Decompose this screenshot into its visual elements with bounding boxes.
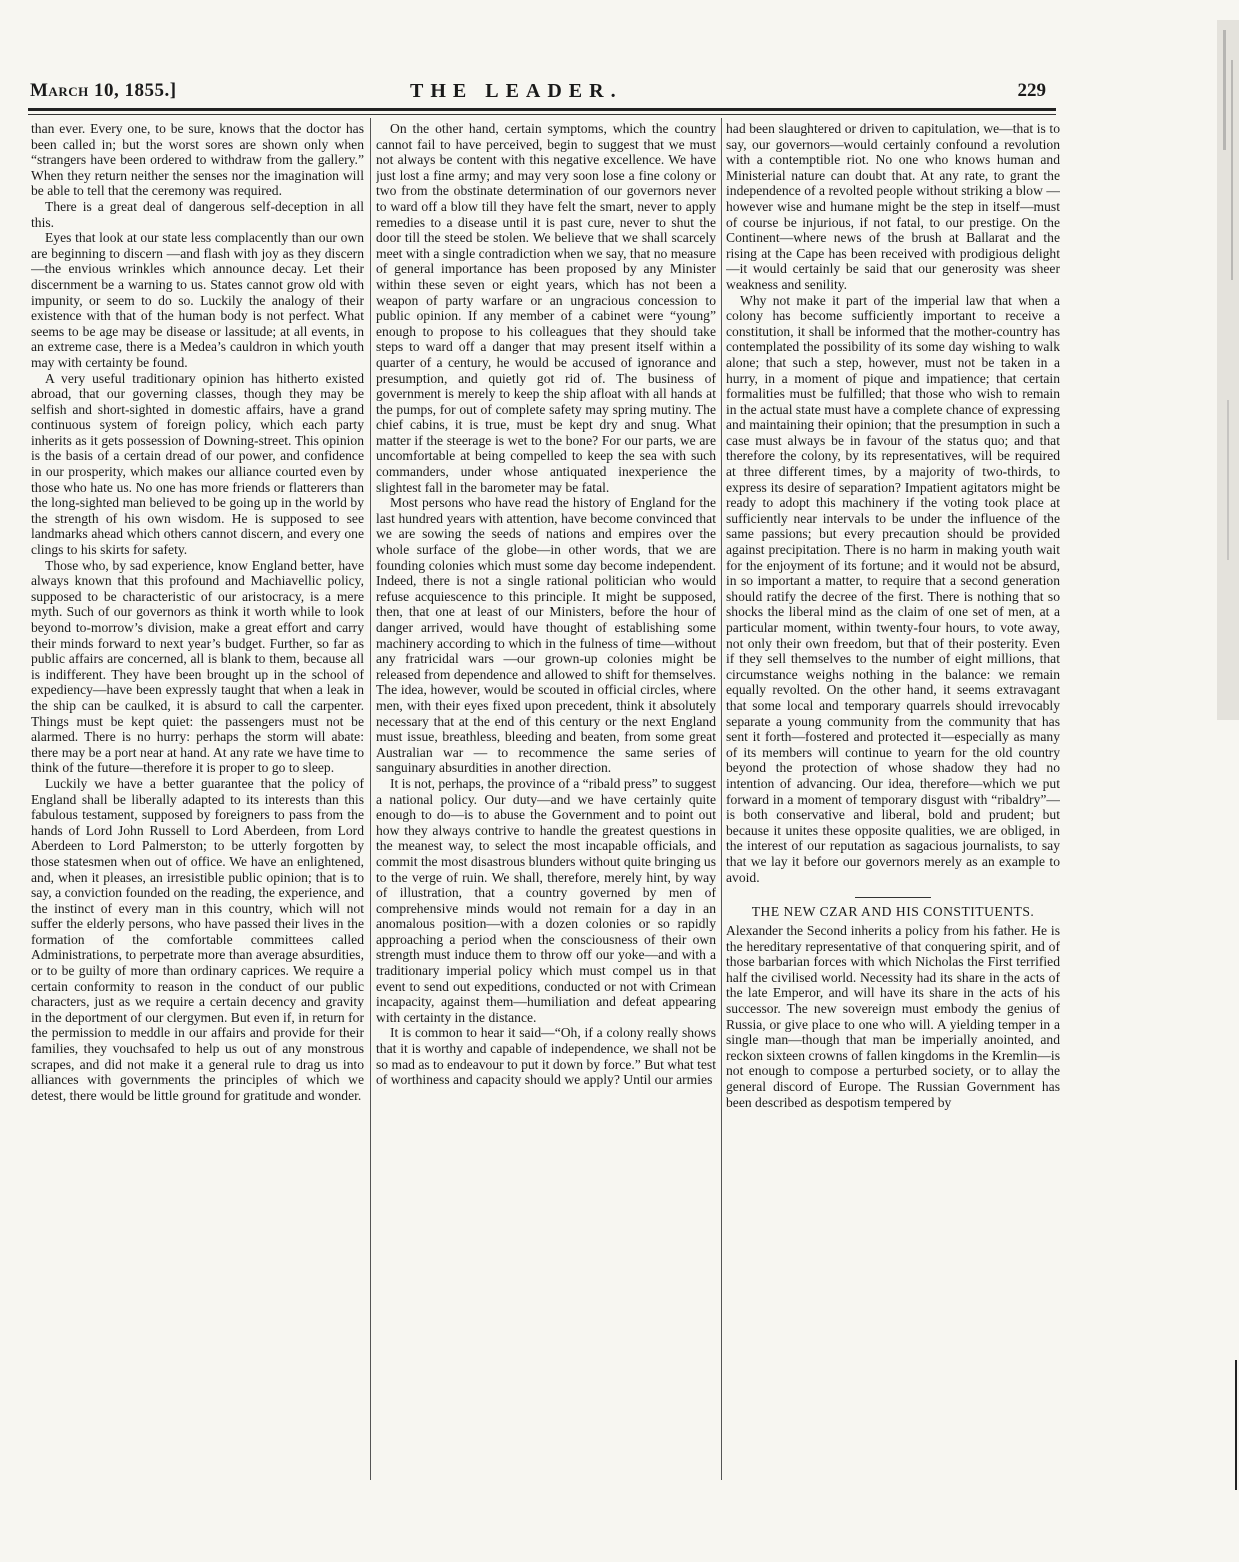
header-rule-thin	[28, 114, 1056, 115]
page-number: 229	[1017, 80, 1046, 101]
newspaper-title: THE LEADER.	[410, 80, 623, 102]
column-divider	[370, 118, 371, 1480]
paragraph: It is common to hear it said—“Oh, if a colony really shows that it is worthy and capable of independence, we shall not be so mad as to endeavour to put it down by force.” But what test of worthiness and capacity should we apply? Until our armies	[376, 1025, 716, 1088]
paragraph: Most persons who have read the history of England for the last hundred years with attention, have become convinced that we are sowing the seeds of nations and empires over the whole surface of the globe—in other words, that we are founding colonies which must some day become independent. Indeed, there is not a single rational politician who would refuse acquiescence to this principle. It might be supposed, then, that one at least of our Ministers, before the hour of danger arrived, would have thought of establishing some machinery according to which in the fulness of time—without any fratricidal wars —our grown-up colonies might be released from dependence and allowed to shift for themselves. The idea, however, would be scouted in official circles, where men, with their eyes fixed upon precedent, think it absolutely necessary that at the end of this century or the next England must issue, breathless, bleeding and beaten, from some great Australian war — to recommence the same series of sanguinary absurdities in another direction.	[376, 495, 716, 776]
article-separator	[855, 897, 931, 898]
column-1	[31, 121, 364, 1481]
paragraph: Why not make it part of the imperial law that when a colony has become sufficiently important to receive a constitution, it shall be informed that the mother-country has contemplated the possibility of its some day wishing to walk alone; that such a step, however, must not be taken in a hurry, in a moment of pique and impatience; that certain formalities must be fulfilled; that those who wish to remain in the actual state must have a complete chance of expressing and maintaining their opinion; that the presumption in such a case must always be in favour of the status quo; and that therefore the colony, by its representatives, will be required at three different times, by a majority of two-thirds, to express its desire of separation? Impatient agitators might be ready to adopt this machinery if the voting took place at sufficiently near intervals to be under the influence of the same passions; but every precaution should be provided against precipitation. There is no harm in making youth wait for the enjoyment of its fortune; and it would not be absurd, in so important a matter, to require that a second generation should ratify the decree of the first. There is nothing that so shocks the liberal mind as the claim of one set of men, at a particular moment, within twenty-four hours, to vote away, not only their own freedom, but that of their posterity. Even if they sell themselves to the number of eight millions, that circumstance weighs nothing in the balance: we remain equally revolted. On the other hand, it seems extravagant that some local and temporary quarrels should irrevocably separate a young community from the community that has sent it forth—fostered and protected it—especially as many of its members will continue to yearn for the old country beyond the protection of whose shadow they had no intention of advancing. Our idea, therefore—which we put forward in a moment of temporary disgust with “ribaldry”—is both conservative and liberal, bold and prudent; but because it unites these opposite qualities, we are obliged, in the interest of our reputation as sagacious journalists, to say that we lay it before our governors merely as an example to avoid.	[726, 292, 1060, 885]
paragraph: than ever. Every one, to be sure, knows that the doctor has been called in; but the worst sores are shown only when “strangers have been ordered to withdraw from the gallery.” When they return neither the senses nor the imagination will be able to tell that the ceremony was required.	[31, 121, 364, 199]
article-body: Alexander the Second inherits a policy from his father. He is the hereditary representative of that conquering spirit, and of those barbarian forces with which Nicholas the First terrified half the civilised world. Necessity had its share in the acts of the late Emperor, and will have its share in the acts of his successor. The new sovereign must embody the genius of Russia, or give place to one who will. A yielding temper in a single man—though that man be imperially anointed, and reckon sixteen crowns of fallen kingdoms in the Kremlin—is not enough to compose a perturbed society, or to allay the general discord of Europe. The Russian Government has been described as despotism tempered by	[726, 923, 1060, 1110]
article-title: THE NEW CZAR AND HIS CONSTITUENTS.	[751, 904, 1035, 920]
paragraph: Eyes that look at our state less complacently than our own are beginning to discern —and flash with joy as they discern—the envious wrinkles which announce decay. Let their discernment be a warning to us. States cannot grow old with impunity, or seem to do so. Luckily the analogy of their existence with that of the human body is not perfect. What seems to be age may be disease or lassitude; at all events, in an extreme case, there is a Medea’s cauldron in which youth may with certainty be found.	[31, 230, 364, 370]
column-2	[376, 121, 716, 1481]
issue-date: March 10, 1855.]	[30, 80, 177, 101]
header-rule	[28, 108, 1056, 111]
paragraph: A very useful traditionary opinion has hitherto existed abroad, that our governing classes, though they may be selfish and short-sighted in domestic affairs, have a grand continuous system of foreign policy, which each party inherits as it gets possession of Downing-street. This opinion is the basis of a certain dread of our power, and confidence in our prosperity, which makes our alliance courted even by those who hate us. No one has more friends or flatterers than the long-sighted man believed to be going up in the world by the strength of his own wisdom. He is supposed to see landmarks ahead which others cannot discern, and every one clings to his skirts for safety.	[31, 370, 364, 558]
page-header	[30, 80, 1050, 106]
paragraph: There is a great deal of dangerous self-deception in all this.	[31, 198, 364, 230]
page-edge-shadow	[1209, 20, 1239, 1540]
paragraph: It is not, perhaps, the province of a “ribald press” to suggest a national policy. Our duty—and we have certainly quite enough to do—is to abuse the Government and to point out how they always contrive to handle the greatest questions in the meanest way, to select the most incapable officials, and commit the most disastrous blunders without quite bringing us to the verge of ruin. We shall, therefore, merely hint, by way of illustration, that a country governed by men of comprehensive minds would not remain for a day in an anomalous position—with a dozen colonies or so rapidly approaching a period when the consciousness of their own strength must induce them to throw off our yoke—and with a traditionary imperial policy which must compel us in that event to send out expeditions, conducted or not with Crimean incapacity, against them—humiliation and defeat appearing with certainty in the distance.	[376, 775, 716, 1025]
paragraph: had been slaughtered or driven to capitulation, we—that is to say, our governors—would certainly confound a revolution with a contemptible riot. No one who knows human and Ministerial nature can doubt that. At any rate, to grant the independence of a revolted people without striking a blow —however wise and humane might be the step in itself—must of course be injurious, if not fatal, to our prestige. On the Continent—where news of the brush at Ballarat and the rising at the Cape has been received with prodigious delight—it would certainly be said that our generosity was sheer weakness and senility.	[726, 121, 1060, 292]
paragraph: Luckily we have a better guarantee that the policy of England shall be liberally adapted to its interests than this fabulous testament, supposed by foreigners to pass from the hands of Lord John Russell to Lord Aberdeen, from Lord Aberdeen to Lord Palmerston; to be utterly forgotten by those statesmen when out of office. We have an enlightened, and, when it pleases, an irresistible public opinion; that is to say, a conviction founded on the reading, the experience, and the instinct of every man in this country, which will not suffer the elderly persons, who have passed their lives in the formation of the comfortable committees called Administrations, to perpetrate more than average absurdities, or to be guilty of more than ordinary caprices. We require a certain conformity to reason in the conduct of our public characters, just as we require a certain decency and gravity in the deportment of our clergymen. But even if, in return for the permission to meddle in our affairs and provide for their families, they vouchsafed to help us out of any monstrous scrapes, and did not make it a general rule to drag us into alliances with governments the principles of which we detest, there would be little ground for gratitude and wonder.	[31, 775, 364, 1103]
column-3	[726, 121, 1060, 1481]
paragraph: On the other hand, certain symptoms, which the country cannot fail to have perceived, begin to suggest that we must not always be content with this negative excellence. We have just lost a fine army; and may very soon lose a fine colony or two from the obstinate determination of our governors never to ward off a blow till they have felt the smart, never to apply remedies to a disease until it is past cure, never to shut the door till the steed be stolen. We believe that we shall scarcely meet with a single contradiction when we say, that no measure of general importance has been proposed by any Minister within these seven or eight years, which has not been a weapon of party warfare or an ungracious concession to public opinion. If any member of a cabinet were “young” enough to propose to his colleagues that they should take steps to ward off a danger that may present itself within a quarter of a century, he would be accused of ignorance and presumption, and quietly got rid of. The business of government is merely to keep the ship afloat with all hands at the pumps, for out of complete safety may spring mutiny. The chief cabins, it is true, must be kept dry and snug. What matter if the steerage is wet to the bone? For our parts, we are uncomfortable at being compelled to keep the sea with such commanders, under whose antiquated inexperience the slightest fall in the barometer may be fatal.	[376, 121, 716, 495]
column-divider	[721, 118, 722, 1480]
paragraph: Those who, by sad experience, know England better, have always known that this profound and Machiavellic policy, supposed to be characteristic of our aristocracy, is a mere myth. Such of our governors as think it worth while to look beyond to-morrow’s division, make a great effort and carry their minds forward to next year’s budget. Further, so far as public affairs are concerned, all is blank to them, because all is indifferent. They have been brought up in the school of expediency—have been expressly taught that when a leak in the ship can be caulked, it is absurd to call the carpenter. Things must be kept quiet: the passengers must not be alarmed. There is no hurry: perhaps the storm will abate: there may be a port near at hand. At any rate we have time to think of the future—therefore it is proper to go to sleep.	[31, 557, 364, 776]
